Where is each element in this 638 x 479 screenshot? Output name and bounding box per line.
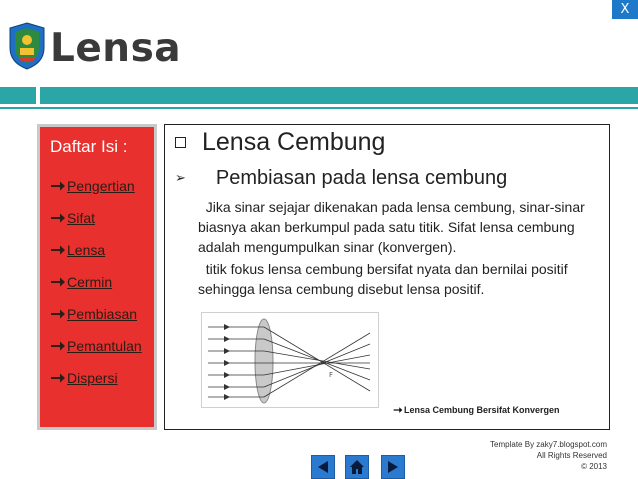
sidebar-item-pengertian[interactable] (50, 170, 154, 202)
arrow-right-icon (50, 308, 66, 320)
paragraph-fokus: titik fokus lensa cembung bersifat nyata dan bernilai positif sehingga lensa cembung disebut lensa positif. (198, 261, 572, 297)
sidebar-item-label: Dispersi (67, 370, 118, 386)
sidebar-menu (37, 124, 157, 430)
arrow-right-icon (50, 340, 66, 352)
arrow-right-icon (50, 212, 66, 224)
footer-credits (490, 439, 607, 472)
close-button[interactable] (612, 0, 638, 19)
sidebar-item-sifat[interactable] (50, 202, 154, 234)
content-heading: Lensa Cembung (202, 128, 386, 156)
figure-caption (393, 405, 560, 415)
lens-shape (255, 319, 273, 403)
arrow-right-icon (50, 244, 66, 256)
footer-rights: All Rights Reserved (536, 451, 607, 460)
content-panel (164, 124, 610, 430)
paragraph-konvergen: Jika sinar sejajar dikenakan pada lensa cembung, sinar-sinar biasnya akan berkumpul pada satu titik. Sifat lensa cembung adalah mengumpulkan sinar (konvergen). (198, 199, 589, 255)
previous-slide-button[interactable] (311, 455, 335, 479)
arrow-right-icon (393, 406, 403, 414)
content-subheading: Pembiasan pada lensa cembung (215, 167, 508, 189)
focus-label: F (329, 371, 334, 379)
arrow-right-icon (50, 372, 66, 384)
arrow-right-icon (50, 180, 66, 192)
sidebar-item-pembiasan[interactable] (50, 298, 154, 330)
header-bar-left (0, 87, 36, 104)
home-button[interactable] (345, 455, 369, 479)
sidebar-item-label: Pembiasan (67, 306, 138, 322)
sidebar-item-cermin[interactable] (50, 266, 154, 298)
footer-copyright: © 2013 (581, 462, 607, 471)
sidebar-item-label: Pengertian (67, 178, 135, 194)
arrow-right-icon (50, 276, 66, 288)
sidebar-item-label: Cermin (67, 274, 113, 290)
subheading-row (175, 167, 507, 190)
slide-title: Lensa (50, 26, 182, 71)
caption-text: Lensa Cembung Bersifat Konvergen (404, 405, 560, 415)
header-bar (40, 87, 638, 104)
sidebar-item-lensa[interactable] (50, 234, 154, 266)
arrowhead-bullet-icon: ➢ (175, 171, 186, 186)
sidebar-item-dispersi[interactable] (50, 362, 154, 394)
convex-lens-diagram (201, 312, 379, 408)
sidebar-item-pemantulan[interactable] (50, 330, 154, 362)
emblem-logo (8, 22, 46, 70)
footer-template-credit: Template By zaky7.blogspot.com (490, 440, 607, 449)
sidebar-title: Daftar Isi : (50, 137, 128, 156)
triangle-right-icon (386, 460, 400, 474)
sidebar-item-label: Lensa (67, 242, 106, 258)
header-divider (0, 107, 638, 109)
square-bullet-icon (175, 137, 186, 148)
triangle-left-icon (316, 460, 330, 474)
next-slide-button[interactable] (381, 455, 405, 479)
sidebar-item-label: Pemantulan (67, 338, 142, 354)
heading-row (175, 128, 385, 157)
home-icon (349, 459, 365, 475)
sidebar-item-label: Sifat (67, 210, 96, 226)
close-icon: X (620, 2, 630, 17)
